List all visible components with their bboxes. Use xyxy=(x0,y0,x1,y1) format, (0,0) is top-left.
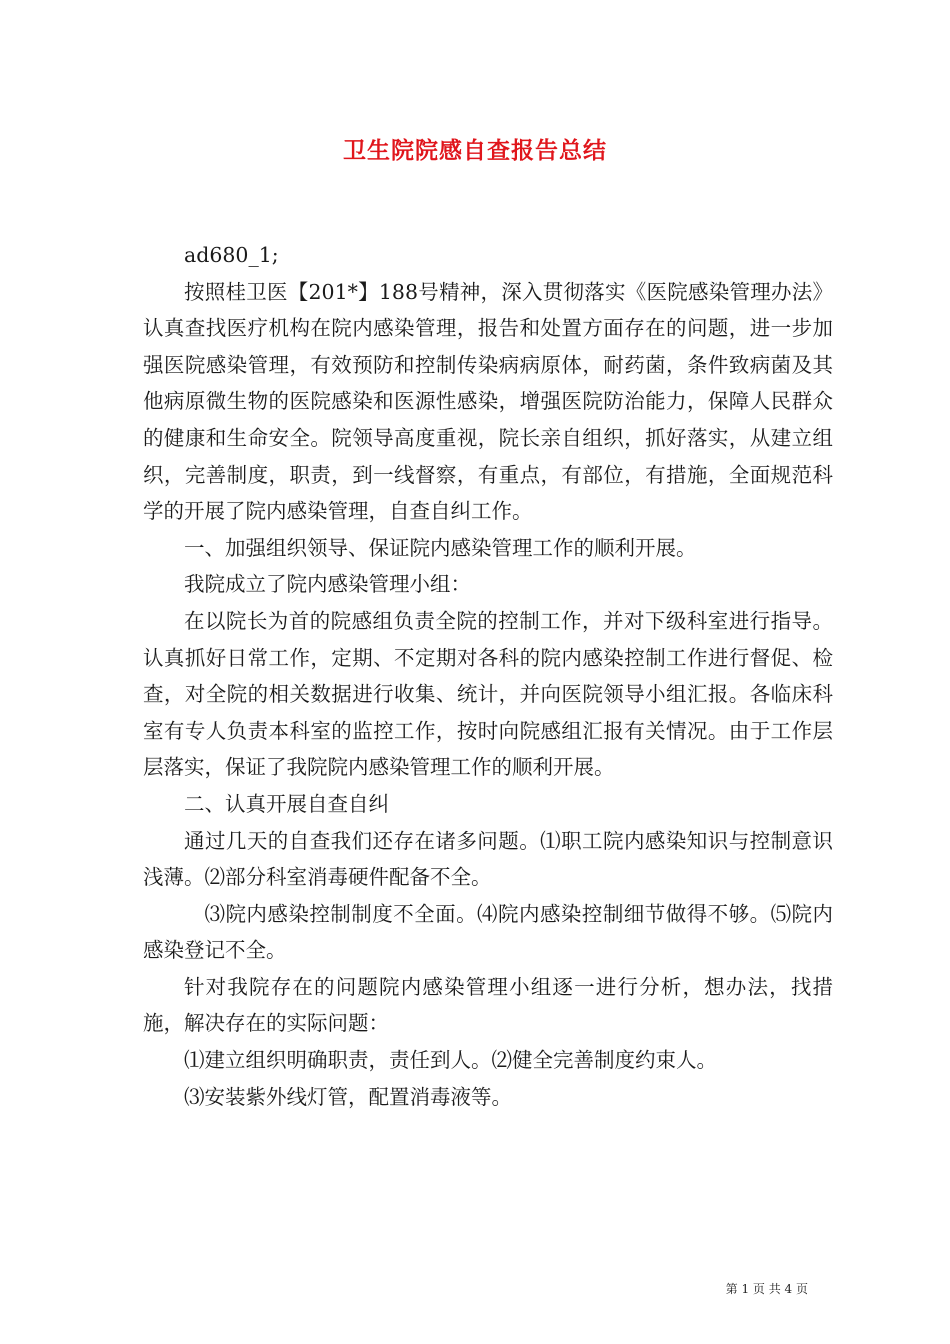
section-heading-1: 一、加强组织领导、保证院内感染管理工作的顺利开展。 xyxy=(184,535,697,560)
paragraph-measures-2: ⑶安装紫外线灯管，配置消毒液等。 xyxy=(184,1084,512,1109)
paragraph-measures-intro: 针对我院存在的问题院内感染管理小组逐一进行分析，想办法，找措施，解决存在的实际问题： xyxy=(143,974,833,1036)
intro-paragraph: 按照桂卫医【201*】188号精神，深入贯彻落实《医院感染管理办法》认真查找医疗机构在院内感染管理，报告和处置方面存在的问题，进一步加强医院感染管理，有效预防和控制传染病病原体，耐药菌，条件致病菌及其他病原微生物的医院感染和医源性感染，增强医院防治能力，保障人民群众的健康和生命安全。院领导高度重视，院长亲自组织，抓好落实，从建立组织，完善制度，职责，到一线督察，有重点，有部位，有措施，全面规范科学的开展了院内感染管理，自查自纠工作。 xyxy=(143,279,833,524)
paragraph-group-duties: 在以院长为首的院感组负责全院的控制工作，并对下级科室进行指导。认真抓好日常工作，定期、不定期对各科的院内感染控制工作进行督促、检查，对全院的相关数据进行收集、统计，并向医院领导小组汇报。各临床科室有专人负责本科室的监控工作，按时向院感组汇报有关情况。由于工作层层落实，保证了我院院内感染管理工作的顺利开展。 xyxy=(143,608,833,780)
paragraph-group-established: 我院成立了院内感染管理小组： xyxy=(184,572,471,597)
paragraph-problems-1: 通过几天的自查我们还存在诸多问题。⑴职工院内感染知识与控制意识浅薄。⑵部分科室消毒硬件配备不全。 xyxy=(143,828,833,890)
paragraph-measures-1: ⑴建立组织明确职责，责任到人。⑵健全完善制度约束人。 xyxy=(184,1048,717,1073)
section-heading-2: 二、认真开展自查自纠 xyxy=(184,791,389,816)
page-footer: 第 1 页 共 4 页 xyxy=(725,1282,808,1296)
document-body xyxy=(143,237,833,1115)
document-title: 卫生院院感自查报告总结 xyxy=(343,137,607,164)
document-code: ad680_1; xyxy=(184,243,279,267)
paragraph-problems-2: ⑶院内感染控制制度不全面。⑷院内感染控制细节做得不够。⑸院内感染登记不全。 xyxy=(143,901,833,963)
